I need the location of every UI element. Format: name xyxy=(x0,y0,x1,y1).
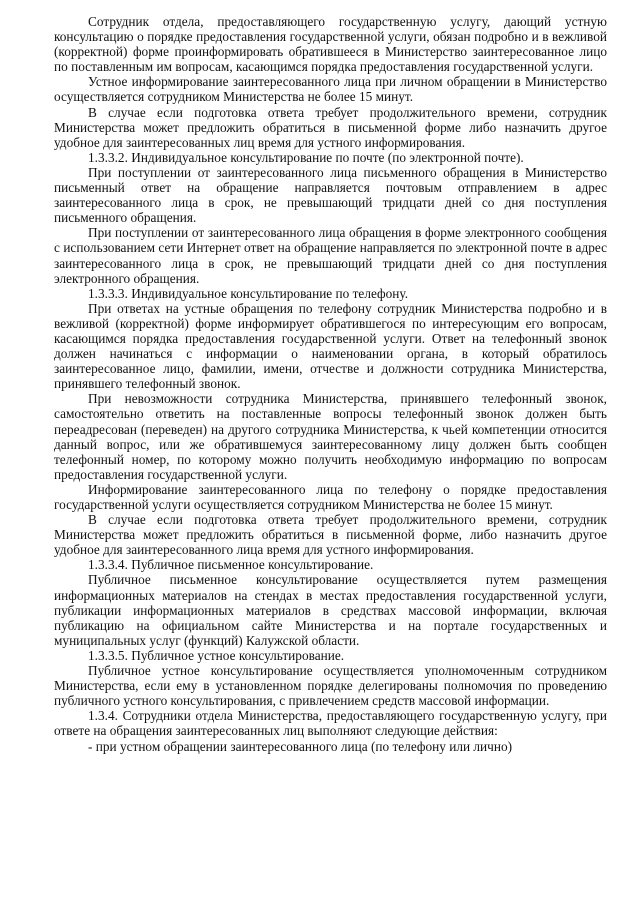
paragraph-electronic-request: При поступлении от заинтересованного лица обращения в форме электронного сообщения с использованием сети Интернет ответ на обращение направляется по электронной почте в адрес заинтересованного лица в срок, не превышающий тридцати дней со дня поступления электронного обращения. xyxy=(54,225,607,286)
list-item-oral-request: - при устном обращении заинтересованного лица (по телефону или лично) xyxy=(88,738,513,754)
paragraph-written-request: При поступлении от заинтересованного лица письменного обращения в Министерство письменный ответ на обращение направляется почтовым отправлением в адрес заинтересованного лица в срок, не превышающий тридцати дней со дня поступления письменного обращения. xyxy=(54,164,607,226)
heading-1-3-3-3: 1.3.3.3. Индивидуальное консультирование по телефону. xyxy=(88,285,409,301)
heading-1-3-3-5: 1.3.3.5. Публичное устное консультирование. xyxy=(88,647,345,663)
paragraph-phone-long-answer: В случае если подготовка ответа требует продолжительного времени, сотрудник Министерства может предложить обратиться в письменной форме, либо назначить другое удобное для заинтересованного лица время для устного информирования. xyxy=(54,512,607,558)
paragraph-public-oral: Публичное устное консультирование осуществляется уполномоченным сотрудником Министерства, если ему в установленном порядке делегированы полномочия по проведению публичного устного консультирования, с привлечением средств массовой информации. xyxy=(54,663,607,709)
heading-1-3-3-2: 1.3.3.2. Индивидуальное консультирование по почте (по электронной почте). xyxy=(88,149,524,165)
paragraph-oral-time-limit: Устное информирование заинтересованного лица при личном обращении в Министерство осуществляется сотрудником Министерства не более 15 минут. xyxy=(54,74,607,105)
paragraph-phone-time-limit: Информирование заинтересованного лица по телефону о порядке предоставления государственной услуги осуществляется сотрудником Министерства не более 15 минут. xyxy=(54,481,607,512)
paragraph-phone-answers: При ответах на устные обращения по телефону сотрудник Министерства подробно и в вежливой (корректной) форме информирует обратившегося по интересующим его вопросам, касающимся порядка предоставления государственной услуги. Ответ на телефонный звонок должен начинаться с информации о наименовании органа, в который обратилось заинтересованное лицо, фамилии, имени, отчестве и должности сотрудника Министерства, принявшего телефонный звонок. xyxy=(54,300,607,392)
paragraph-1-3-4: 1.3.4. Сотрудники отдела Министерства, предоставляющего государственную услугу, при ответе на обращения заинтересованных лиц выполняют следующие действия: xyxy=(54,708,607,739)
paragraph-phone-redirect: При невозможности сотрудника Министерства, принявшего телефонный звонок, самостоятельно ответить на поставленные вопросы телефонный звонок должен быть переадресован (переведен) на другого сотрудника Министерства, к чьей компетенции относится данный вопрос, или же обратившемуся заинтересованному лицу должен быть сообщен телефонный номер, по которому можно получить необходимую информацию по вопросам предоставления государственной услуги. xyxy=(54,391,607,482)
document-page xyxy=(54,14,607,754)
heading-1-3-3-4: 1.3.3.4. Публичное письменное консультирование. xyxy=(88,557,374,573)
paragraph-public-written: Публичное письменное консультирование осуществляется путем размещения информационных материалов на стендах в местах предоставления государственной услуги, публикации информационных материалов в средствах массовой информации, включая публикацию на официальном сайте Министерства и на портале государственных и муниципальных услуг (функций) Калужской области. xyxy=(54,572,607,648)
paragraph-long-answer: В случае если подготовка ответа требует продолжительного времени, сотрудник Министерства может предложить обратиться в письменной форме либо назначить другое удобное для заинтересованных лиц время для устного информирования. xyxy=(54,104,607,150)
paragraph-oral-consultation: Сотрудник отдела, предоставляющего государственную услугу, дающий устную консультацию о порядке предоставления государственной услуги, обязан подробно и в вежливой (корректной) форме проинформировать обратившееся в Министерство заинтересованное лицо по поставленным им вопросам, касающимся порядка предоставления государственной услуги. xyxy=(54,14,607,75)
